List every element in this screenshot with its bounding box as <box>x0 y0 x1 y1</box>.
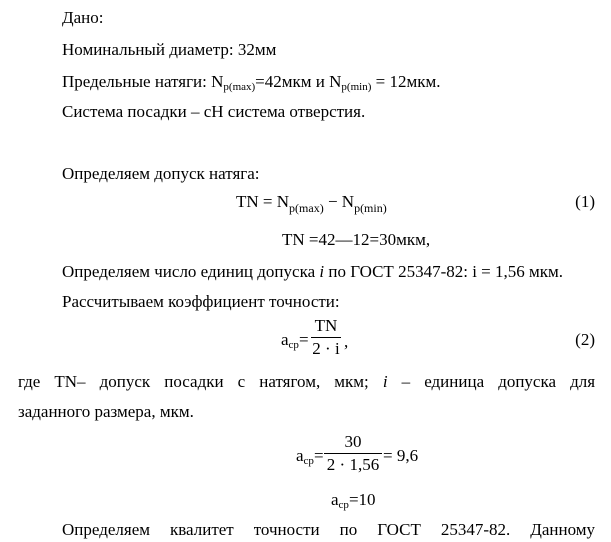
acp-final-value: =10 <box>348 490 376 509</box>
explain-word: допуск <box>99 372 151 391</box>
step2-var: i <box>319 262 325 281</box>
explain-line-2: заданного размера, мкм. <box>18 402 194 421</box>
explain-word: посадки <box>164 372 224 391</box>
explain-word: с <box>237 372 246 391</box>
step2-prefix: Определяем число единиц допуска <box>62 262 320 281</box>
last-line-word: Данному <box>530 520 596 539</box>
explain-word: мкм; <box>334 372 369 391</box>
fraction-calc-numerator: 30 <box>344 432 362 451</box>
given-heading: Дано: <box>62 8 104 27</box>
acp-eq: = <box>298 330 309 349</box>
given-fits <box>62 72 441 97</box>
explain-line-1 <box>18 372 595 392</box>
last-line-word: ГОСТ <box>377 520 421 539</box>
step2-text <box>62 262 563 282</box>
explain-word: допуска <box>498 372 557 391</box>
step2-suffix: по ГОСТ 25347-82: i = 1,56 мкм. <box>324 262 564 281</box>
step1-intro: Определяем допуск натяга: <box>62 164 260 183</box>
fraction2-bar <box>311 337 341 338</box>
fits-mid: =42мкм и N <box>255 72 342 91</box>
last-line-word: квалитет <box>169 520 234 539</box>
acp-final-sub: cp <box>338 499 349 511</box>
acp-sub: cp <box>288 339 299 351</box>
formula1-sub-max: p(max) <box>289 201 324 215</box>
explain-word: натягом, <box>259 372 321 391</box>
acp-label <box>281 330 309 355</box>
acp-base: a <box>281 330 289 349</box>
last-line-word: по <box>339 520 358 539</box>
acp-final-base: a <box>331 490 339 509</box>
fraction-calc-denominator: 2 · 1,56 <box>326 455 380 474</box>
fraction2-comma: , <box>344 332 349 351</box>
last-line-word: точности <box>253 520 320 539</box>
explain-word: – <box>401 372 411 391</box>
fraction-calc-result: = 9,6 <box>383 446 419 465</box>
formula1-sub-min: p(min) <box>354 201 387 215</box>
acp-calc-sub: cp <box>303 455 314 467</box>
eq-number-1: (1) <box>575 192 595 211</box>
eq-number-2: (2) <box>575 330 595 349</box>
acp-calc-eq: = <box>313 446 324 465</box>
given-system: Система посадки – сН система отверстия. <box>62 102 366 121</box>
fits-prefix: Предельные натяги: N <box>62 72 224 91</box>
acp-calc-label <box>296 446 324 471</box>
fraction2-denominator: 2 · i <box>312 339 340 358</box>
fits-suffix: = 12мкм. <box>371 72 441 91</box>
fraction-calc-bar <box>324 453 382 454</box>
given-diameter: Номинальный диаметр: 32мм <box>62 40 277 59</box>
explain-word: где <box>18 372 41 391</box>
acp-calc-base: a <box>296 446 304 465</box>
formula-1 <box>236 192 387 218</box>
step1-calc: TN =42—12=30мкм, <box>282 230 431 249</box>
last-line <box>62 520 595 540</box>
explain-word: TN– <box>54 372 86 391</box>
formula1-lhs: TN = N <box>236 192 290 211</box>
acp-final <box>331 490 376 515</box>
last-line-word: 25347-82. <box>440 520 511 539</box>
last-line-word: Определяем <box>62 520 150 539</box>
fraction-calc <box>324 432 382 475</box>
fits-sub-min: p(min) <box>341 81 372 93</box>
explain-word: для <box>570 372 596 391</box>
coef-intro: Рассчитываем коэффициент точности: <box>62 292 340 311</box>
formula1-minus: − N <box>323 192 355 211</box>
explain-word: единица <box>424 372 485 391</box>
fraction-2 <box>311 316 341 359</box>
fits-sub-max: p(max) <box>223 81 256 93</box>
explain-word-italic: i <box>382 372 388 391</box>
fraction2-numerator: TN <box>314 316 338 335</box>
